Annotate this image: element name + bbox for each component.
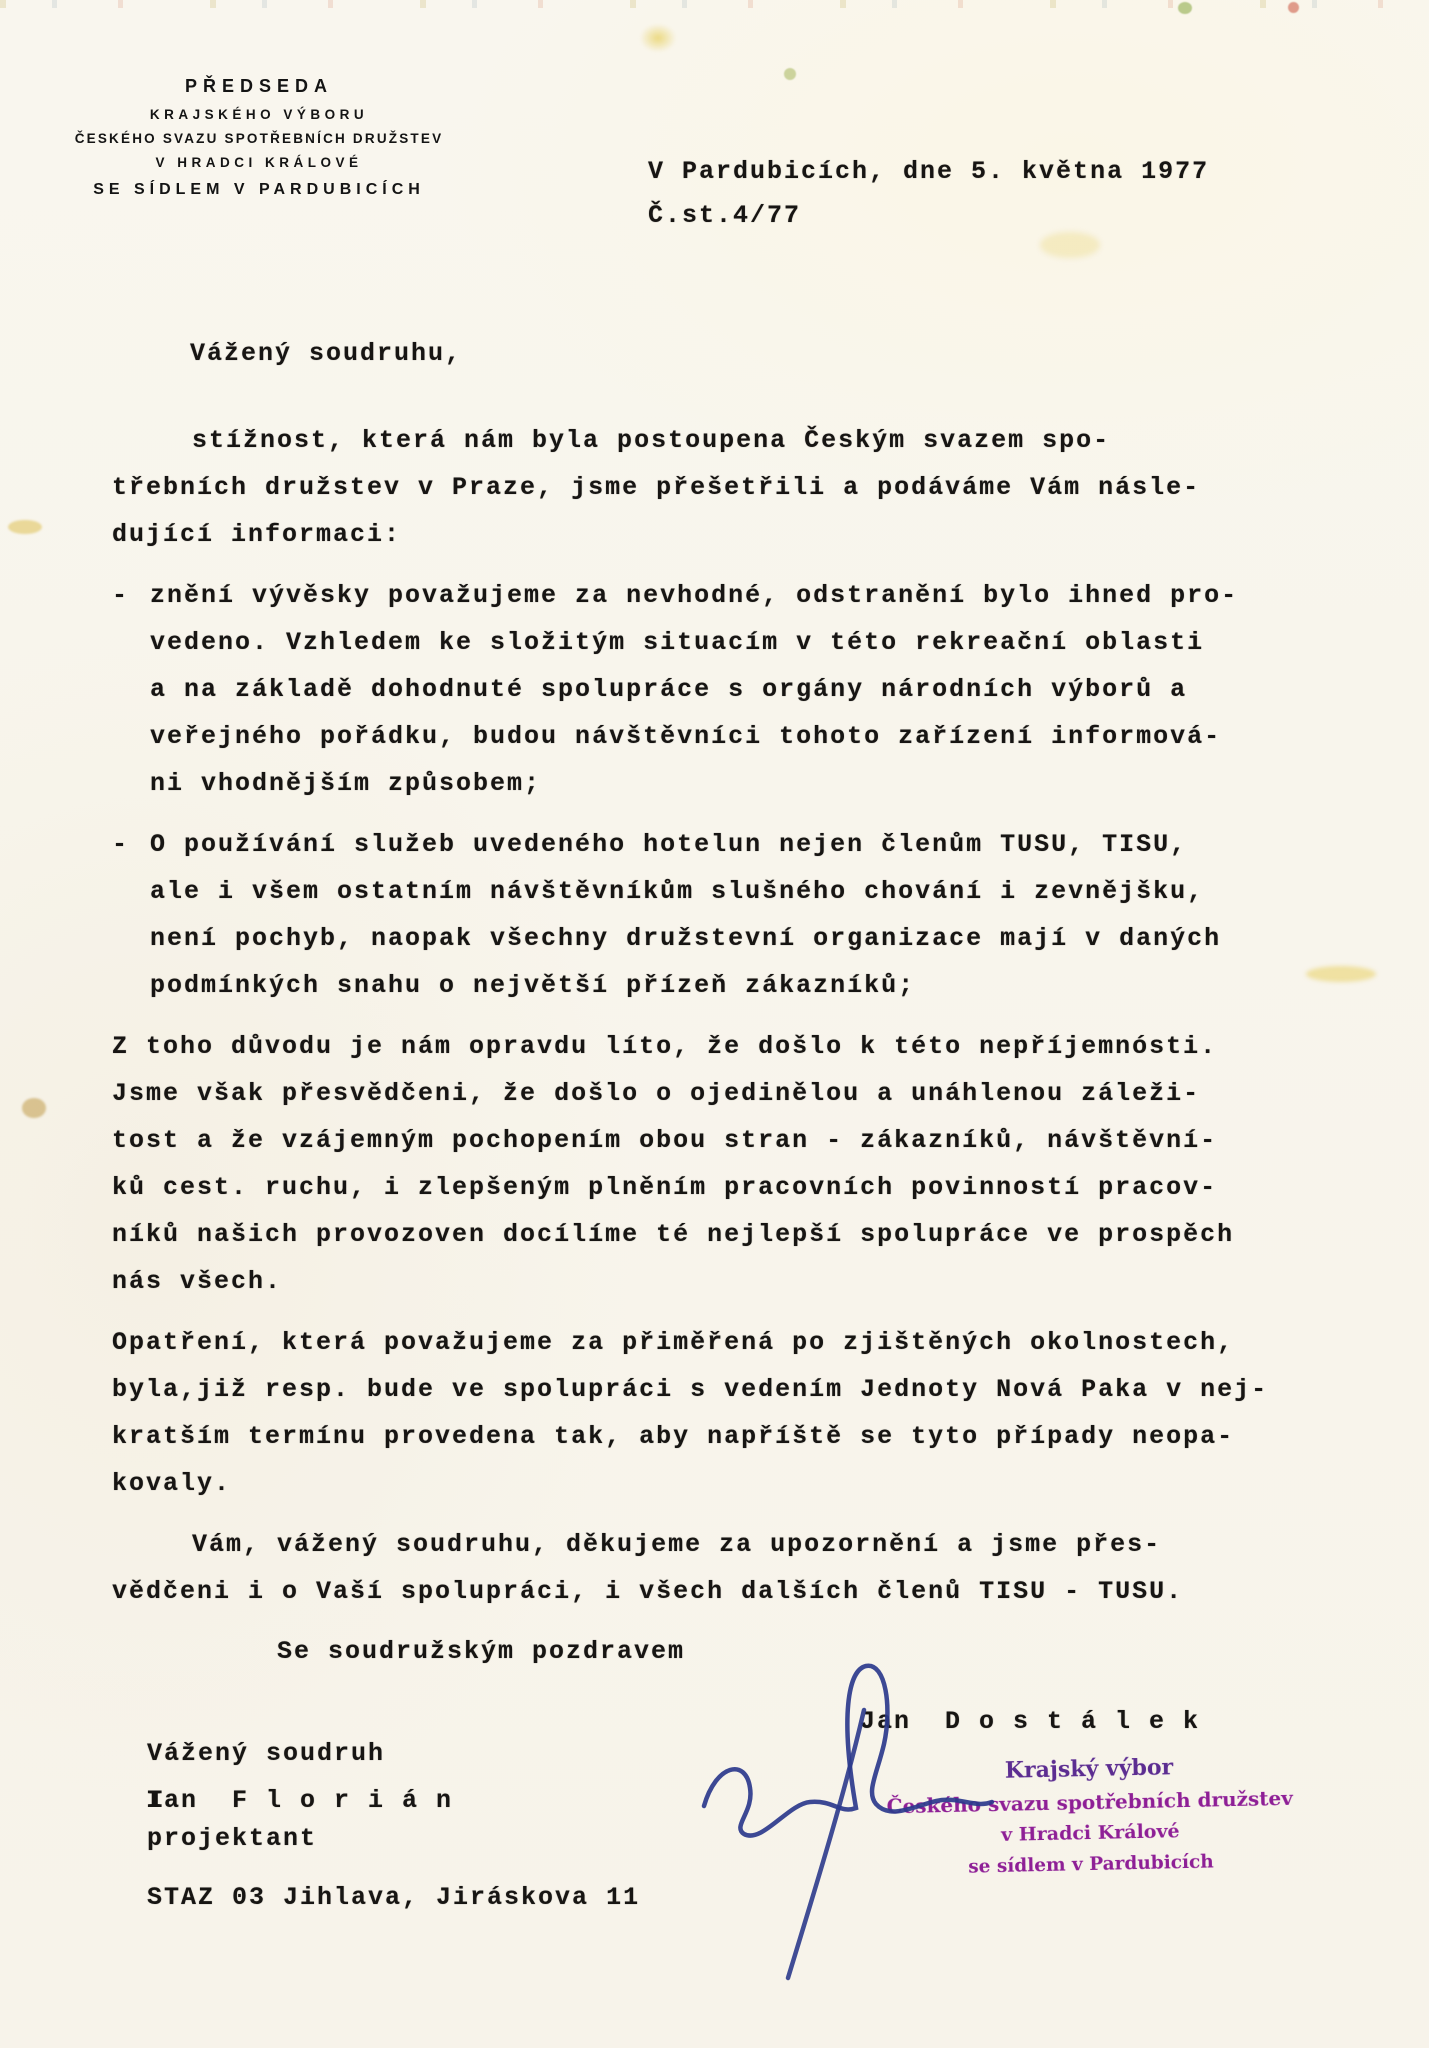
paper-stain (8, 520, 42, 534)
stamp-line: se sídlem v Pardubicích (968, 1851, 1214, 1878)
recipient-line: Vážený soudruh (147, 1739, 386, 1768)
text-line: kratším termínu provedena tak, aby napříště se tyto případy neopa- (112, 1422, 1235, 1451)
recipient-block (147, 1730, 640, 1921)
handwritten-signature-icon (688, 1646, 1008, 1986)
paragraph-thanks (112, 1521, 1352, 1615)
bullet-item-2 (112, 821, 1352, 1009)
paragraph-measures (112, 1319, 1352, 1507)
signatory-name: Jan D o s t á l e k (860, 1707, 1201, 1736)
text-line: veřejného pořádku, budou návštěvníci tohoto zařízení informová- (150, 722, 1222, 751)
text-line: vedeno. Vzhledem ke složitým situacím v této rekreační oblasti (150, 628, 1205, 657)
dateline (648, 150, 1209, 238)
paper-stain (640, 24, 676, 52)
text-line: a na základě dohodnuté spolupráce s orgány národních výborů a (150, 675, 1188, 704)
bullet-text (150, 821, 1352, 1009)
reference-number: Č.st.4/77 (648, 201, 802, 230)
letterhead (36, 76, 482, 199)
letterhead-line: SE SÍDLEM V PARDUBICÍCH (93, 181, 425, 198)
recipient-line: projektant (147, 1824, 318, 1853)
closing-salute: Se soudružským pozdravem (277, 1637, 686, 1666)
bullet-item-1 (112, 572, 1352, 807)
text-line: byla,již resp. bude ve spolupráci s vedením Jednoty Nová Paka v nej- (112, 1375, 1269, 1404)
text-line: nás všech. (112, 1267, 283, 1296)
bullet-dash: - (112, 830, 130, 859)
text-line: znění vývěsky považujeme za nevhodné, odstranění bylo ihned pro- (150, 581, 1239, 610)
letter-body (112, 330, 1352, 1629)
paragraph-regret (112, 1023, 1352, 1305)
text-line: stížnost, která nám byla postoupena Českým svazem spo- (192, 426, 1111, 455)
text-line: Opatření, která považujeme za přiměřená po zjištěných okolnostech, (112, 1328, 1235, 1357)
paragraph-intro (112, 417, 1352, 558)
text-line: podmínkých snahu o největší přízeň zákazníků; (150, 971, 916, 1000)
text-line: dující informaci: (112, 520, 402, 549)
text-line: kovaly. (112, 1469, 232, 1498)
letterhead-line: V HRADCI KRÁLOVÉ (155, 155, 363, 170)
place-date: V Pardubicích, dne 5. května 1977 (648, 157, 1210, 186)
bullet-dash: - (112, 581, 130, 610)
recipient-line: Ian F l o r i á n (147, 1786, 454, 1815)
text-line: ale i všem ostatním návštěvníkům slušného chování i zevnějšku, (150, 877, 1205, 906)
stamp-line: v Hradci Králové (1000, 1820, 1180, 1846)
recipient-line: STAZ 03 Jihlava, Jiráskova 11 (147, 1883, 641, 1912)
salutation: Vážený soudruhu, (190, 339, 463, 368)
stamp-line: Českého svazu spotřebních družstev (886, 1785, 1294, 1819)
text-line: ků cest. ruchu, i zlepšeným plněním pracovních povinností pracov- (112, 1173, 1218, 1202)
letterhead-line: KRAJSKÉHO VÝBORU (149, 107, 369, 122)
letterhead-line: PŘEDSEDA (184, 76, 334, 96)
text-line: O používání služeb uvedeného hotelun nejen členům TUSU, TISU, (150, 830, 1188, 859)
letterhead-line: ČESKÉHO SVAZU SPOTŘEBNÍCH DRUŽSTEV (74, 131, 444, 146)
paper-stain (22, 1098, 46, 1118)
scan-edge-noise (0, 0, 1429, 8)
text-line: vědčeni i o Vaší spolupráci, i všech dalších členů TISU - TUSU. (112, 1577, 1184, 1606)
text-line: třebních družstev v Praze, jsme přešetřili a podáváme Vám násle- (112, 473, 1201, 502)
bullet-text (150, 572, 1352, 807)
text-line: není pochyb, naopak všechny družstevní organizace mají v daných (150, 924, 1222, 953)
text-line: tost a že vzájemným pochopením obou stran - zákazníků, návštěvní- (112, 1126, 1218, 1155)
text-line: Vám, vážený soudruhu, děkujeme za upozornění a jsme přes- (192, 1530, 1162, 1559)
text-line: Jsme však přesvědčeni, že došlo o ojedinělou a unáhlenou záleži- (112, 1079, 1201, 1108)
text-line: níků našich provozoven docílíme té nejlepší spolupráce ve prospěch (112, 1220, 1235, 1249)
stamp-line: Krajský výbor (1004, 1754, 1174, 1784)
text-line: Z toho důvodu je nám opravdu líto, že došlo k této nepříjemnósti. (112, 1032, 1218, 1061)
text-line: ni vhodnějším způsobem; (150, 769, 542, 798)
paper-stain (784, 68, 796, 80)
